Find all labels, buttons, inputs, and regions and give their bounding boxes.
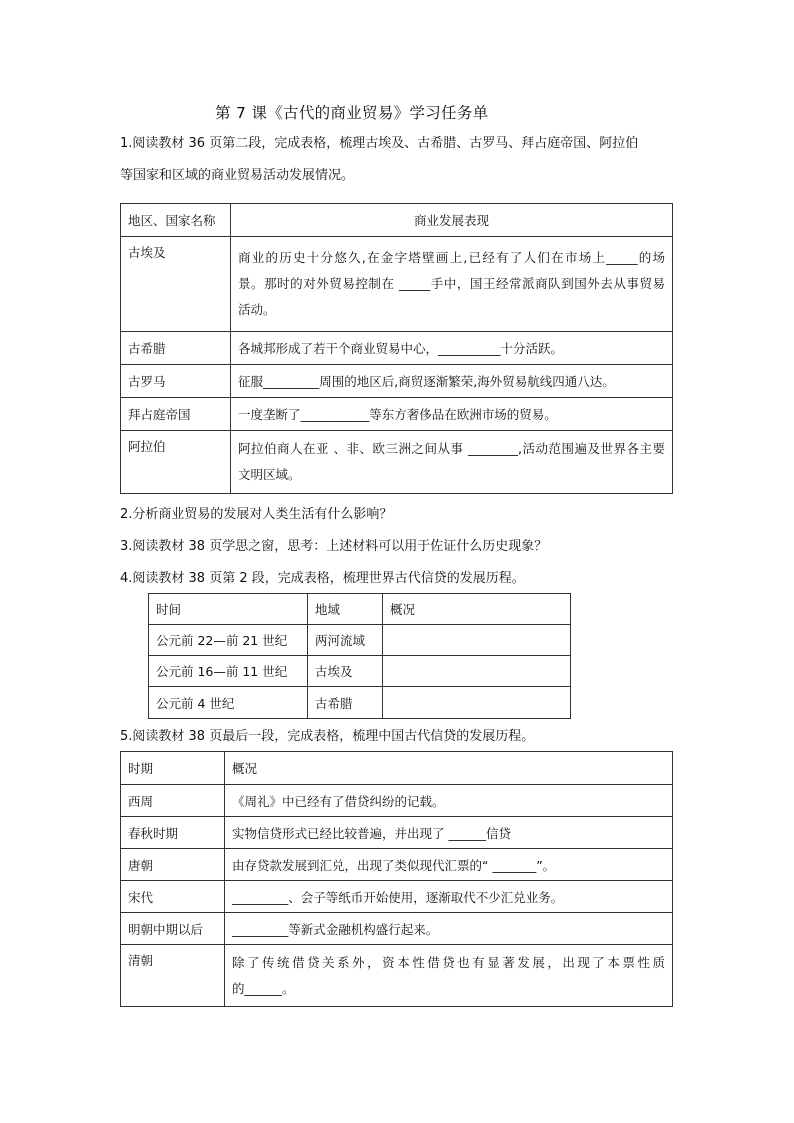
row-text: 由存贷款发展到汇兑，出现了类似现代汇票的“ _______”。: [225, 849, 673, 881]
table-row: [121, 945, 673, 1007]
question-4: 4.阅读教材 38 页第 2 段，完成表格，梳理世界古代信贷的发展历程。: [120, 571, 525, 586]
row-period: 明朝中期以后: [121, 913, 225, 945]
row-overview: [383, 687, 571, 719]
row-region: 两河流域: [308, 625, 383, 656]
row-period: 西周: [121, 785, 225, 817]
row-text: 除了传统借贷关系外，资本性借贷也有显著发展，出现了本票性质 的______。: [225, 945, 673, 1007]
row-time: 公元前 4 世纪: [149, 687, 308, 719]
table-header-row: [121, 204, 673, 237]
table-header-row: [149, 594, 571, 625]
row-region: 古埃及: [308, 656, 383, 687]
table-row: [121, 785, 673, 817]
header-development: 商业发展表现: [231, 204, 673, 237]
header-overview: 概况: [225, 752, 673, 785]
question-1: [120, 131, 638, 188]
table-row: [121, 237, 673, 332]
question-3: 3.阅读教材 38 页学思之窗，思考：上述材料可以用于佐证什么历史现象？: [120, 539, 548, 554]
row-name: 阿拉伯: [121, 431, 231, 494]
table-row: [149, 687, 571, 719]
table-china-credit: [120, 751, 673, 1007]
row-name: 古罗马: [121, 365, 231, 398]
table-row: [121, 881, 673, 913]
question-1-line-2: 等国家和区域的商业贸易活动发展情况。: [120, 168, 355, 183]
question-1-line-1: 1.阅读教材 36 页第二段，完成表格，梳理古埃及、古希腊、古罗马、拜占庭帝国、阿拉伯: [120, 136, 639, 151]
table-ancient-trade: [120, 203, 673, 494]
page-title: 第 7 课《古代的商业贸易》学习任务单: [215, 104, 489, 122]
table-header-row: [121, 752, 673, 785]
table-row: [121, 913, 673, 945]
header-region: 地区、国家名称: [121, 204, 231, 237]
header-region: 地域: [308, 594, 383, 625]
table-row: [121, 365, 673, 398]
row-text: 《周礼》中已经有了借贷纠纷的记载。: [225, 785, 673, 817]
row-text: 商业的历史十分悠久,在金字塔壁画上,已经有了人们在市场上_____的场 景。那时的对外贸易控制在 _____手中，国王经常派商队到国外去从事贸易 活动。: [231, 237, 673, 332]
row-time: 公元前 22—前 21 世纪: [149, 625, 308, 656]
row-text: 征服_________周围的地区后,商贸逐渐繁荣,海外贸易航线四通八达。: [231, 365, 673, 398]
row-period: 宋代: [121, 881, 225, 913]
table-row: [121, 817, 673, 849]
table-row: [121, 849, 673, 881]
row-period: 唐朝: [121, 849, 225, 881]
table-world-credit: [148, 593, 571, 719]
table-row: [121, 398, 673, 431]
row-time: 公元前 16—前 11 世纪: [149, 656, 308, 687]
row-period: 春秋时期: [121, 817, 225, 849]
row-text: 一度垄断了___________等东方奢侈品在欧洲市场的贸易。: [231, 398, 673, 431]
row-name: 拜占庭帝国: [121, 398, 231, 431]
table-row: [121, 431, 673, 494]
row-overview: [383, 625, 571, 656]
row-name: 古埃及: [121, 237, 231, 332]
table-row: [121, 332, 673, 365]
row-text: 阿拉伯商人在亚 、非、欧三洲之间从事 ________,活动范围遍及世界各主要 文明区域。: [231, 431, 673, 494]
row-name: 古希腊: [121, 332, 231, 365]
question-2: 2.分析商业贸易的发展对人类生活有什么影响？: [120, 507, 393, 522]
header-overview: 概况: [383, 594, 571, 625]
row-text: _________、会子等纸币开始使用，逐渐取代不少汇兑业务。: [225, 881, 673, 913]
table-row: [149, 656, 571, 687]
header-time: 时间: [149, 594, 308, 625]
row-text: 各城邦形成了若干个商业贸易中心，__________十分活跃。: [231, 332, 673, 365]
row-region: 古希腊: [308, 687, 383, 719]
row-overview: [383, 656, 571, 687]
header-period: 时期: [121, 752, 225, 785]
table-row: [149, 625, 571, 656]
question-5: 5.阅读教材 38 页最后一段，完成表格，梳理中国古代信贷的发展历程。: [120, 729, 535, 744]
row-period: 清朝: [121, 945, 225, 1007]
row-text: 实物信贷形式已经比较普遍，并出现了 ______信贷: [225, 817, 673, 849]
row-text: _________等新式金融机构盛行起来。: [225, 913, 673, 945]
